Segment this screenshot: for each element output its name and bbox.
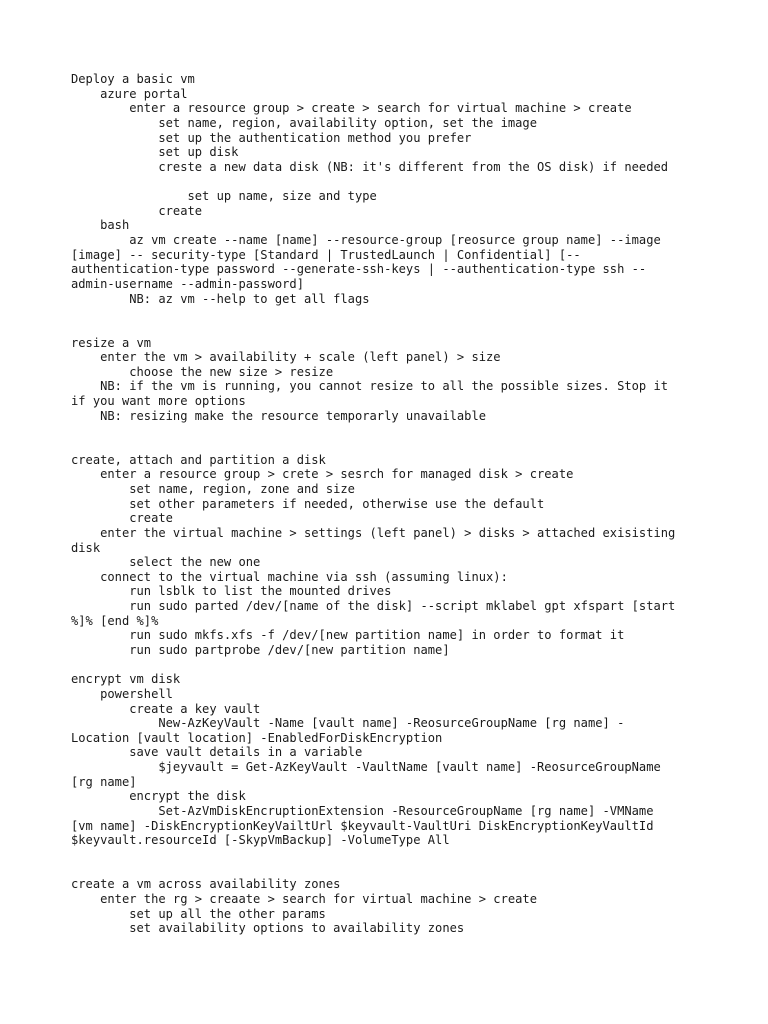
- text-line: select the new one: [71, 555, 261, 570]
- text-line: set availability options to availability zones: [71, 921, 465, 936]
- text-line: New-AzKeyVault -Name [vault name] -ReosurceGroupName [rg name] -: [71, 716, 625, 731]
- text-line: create, attach and partition a disk: [71, 452, 326, 467]
- text-line: create a vm across availability zones: [71, 877, 341, 892]
- text-line: run sudo partprobe /dev/[new partition name]: [71, 642, 450, 657]
- text-line: Location [vault location] -EnabledForDiskEncryption: [71, 730, 443, 745]
- text-line: create: [71, 511, 173, 526]
- text-line: Set-AzVmDiskEncruptionExtension -ResourceGroupName [rg name] -VMName: [71, 804, 654, 819]
- text-line: resize a vm: [71, 335, 152, 350]
- text-line: enter the virtual machine > settings (left panel) > disks > attached exisisting: [71, 525, 676, 540]
- blank-line: [71, 423, 711, 438]
- blank-line: [71, 306, 711, 321]
- text-line: choose the new size > resize: [71, 364, 334, 379]
- text-line: enter the rg > creaate > search for virtual machine > create: [71, 891, 537, 906]
- text-line: [vm name] -DiskEncryptionKeyVailtUrl $keyvault-VaultUri DiskEncryptionKeyVaultId: [71, 818, 654, 833]
- text-line: create a key vault: [71, 701, 261, 716]
- text-line: $keyvault.resourceId [-SkypVmBackup] -VolumeType All: [71, 833, 450, 848]
- text-line: set other parameters if needed, otherwise use the default: [71, 496, 545, 511]
- text-line: creste a new data disk (NB: it's different from the OS disk) if needed: [71, 159, 669, 174]
- text-line: NB: if the vm is running, you cannot resize to all the possible sizes. Stop it: [71, 379, 669, 394]
- text-line: $jeyvault = Get-AzKeyVault -VaultName [vault name] -ReosurceGroupName: [71, 760, 661, 775]
- blank-line: [71, 174, 711, 189]
- text-line: authentication-type password --generate-ssh-keys | --authentication-type ssh --: [71, 262, 647, 277]
- text-line: set up the authentication method you prefer: [71, 130, 472, 145]
- text-line: set name, region, zone and size: [71, 481, 355, 496]
- text-line: enter a resource group > crete > sesrch for managed disk > create: [71, 467, 574, 482]
- text-line: set name, region, availability option, set the image: [71, 115, 537, 130]
- text-line: connect to the virtual machine via ssh (assuming linux):: [71, 569, 508, 584]
- text-line: Deploy a basic vm: [71, 72, 195, 86]
- text-line: enter a resource group > create > search for virtual machine > create: [71, 101, 632, 116]
- blank-line: [71, 848, 711, 863]
- text-line: enter the vm > availability + scale (left panel) > size: [71, 350, 501, 365]
- text-line: az vm create --name [name] --resource-group [reosurce group name] --image: [71, 233, 661, 248]
- text-line: admin-username --admin-password]: [71, 276, 304, 291]
- text-line: [image] -- security-type [Standard | TrustedLaunch | Confidential] [--: [71, 247, 581, 262]
- blank-line: [71, 863, 711, 878]
- text-line: bash: [71, 218, 130, 233]
- text-line: run sudo mkfs.xfs -f /dev/[new partition name] in order to format it: [71, 628, 625, 643]
- blank-line: [71, 658, 711, 673]
- text-line: set up all the other params: [71, 906, 326, 921]
- text-line: save vault details in a variable: [71, 745, 363, 760]
- text-line: set up disk: [71, 145, 239, 160]
- text-line: %]% [end %]%: [71, 613, 159, 628]
- text-line: run lsblk to list the mounted drives: [71, 584, 392, 599]
- text-line: if you want more options: [71, 394, 246, 409]
- text-line: [rg name]: [71, 774, 137, 789]
- blank-line: [71, 321, 711, 336]
- blank-line: [71, 438, 711, 453]
- text-line: NB: az vm --help to get all flags: [71, 291, 370, 306]
- text-line: powershell: [71, 686, 173, 701]
- text-line: run sudo parted /dev/[name of the disk] --script mklabel gpt xfspart [start: [71, 599, 676, 614]
- text-line: create: [71, 203, 203, 218]
- text-line: disk: [71, 540, 101, 555]
- text-line: set up name, size and type: [71, 189, 377, 204]
- text-line: encrypt the disk: [71, 789, 246, 804]
- text-line: azure portal: [71, 86, 188, 101]
- text-line: NB: resizing make the resource temporarly unavailable: [71, 408, 487, 423]
- text-line: encrypt vm disk: [71, 672, 181, 687]
- document-body: [71, 72, 711, 936]
